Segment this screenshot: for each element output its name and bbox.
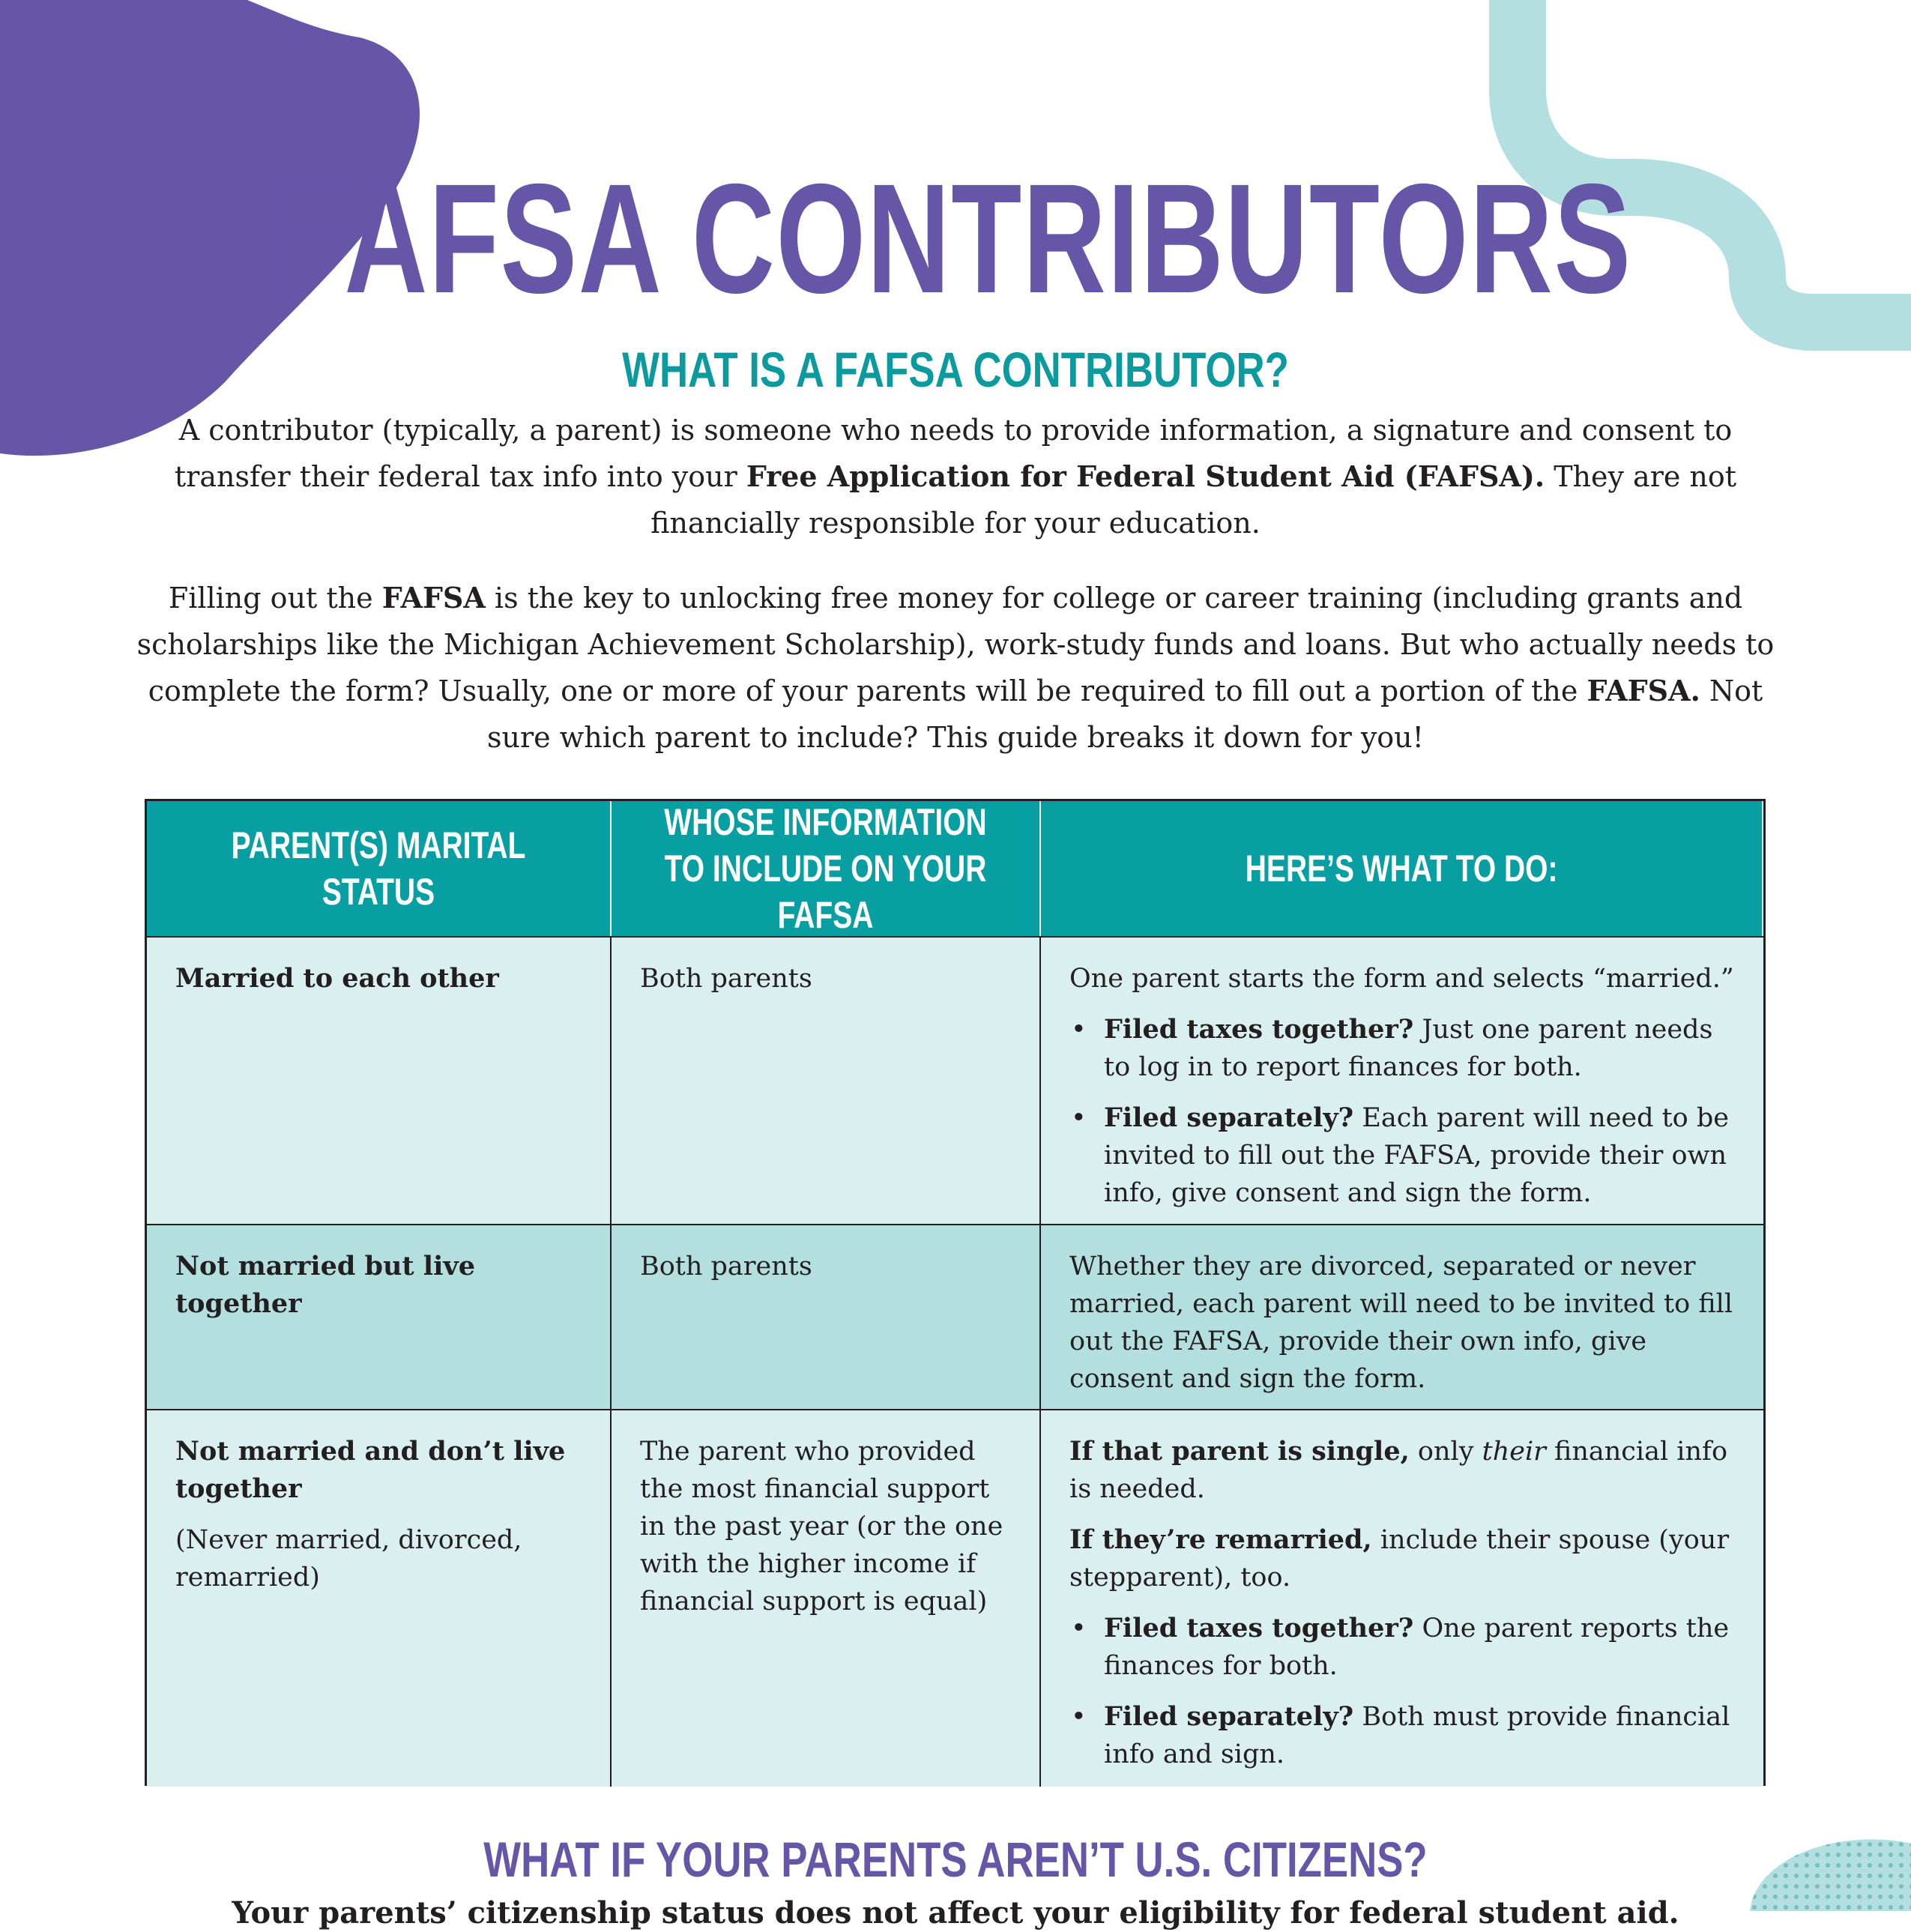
citizenship-heading: WHAT IF YOUR PARENTS AREN’T U.S. CITIZENS? <box>483 1832 1428 1887</box>
row1-bullet-together: • Filed taxes together? Just one parent needs to log in to report finances for both. <box>1069 1011 1735 1086</box>
row1-status-cell: Married to each other <box>147 936 612 1224</box>
row3-todo-cell: If that parent is single, only their financial info is needed. If they’re remarried, include their spouse (your stepparent), too. • Filed taxes together? One parent reports the finances for both. • Filed separately? Both must provide financial info and sign. <box>1041 1409 1763 1787</box>
header-whose-info: WHOSE INFORMATION TO INCLUDE ON YOUR FAFSA <box>612 801 1041 936</box>
row3-status-cell: Not married and don’t live together (Never married, divorced, remarried) <box>147 1409 612 1787</box>
fafsa-paragraph: Filling out the FAFSA is the key to unlocking free money for college or career training (including grants and scholarships like the Michigan Achievement Scholarship), work-study funds and loans. But who actually needs to complete the form? Usually, one or more of your parents will be required to fill out a portion of the FAFSA. Not sure which parent to include? This guide breaks it down for you! <box>136 581 1775 754</box>
row3-bullet-together: • Filed taxes together? One parent reports the finances for both. <box>1069 1610 1735 1685</box>
row3-bullet-separately: • Filed separately? Both must provide financial info and sign. <box>1069 1698 1735 1773</box>
row1-bullet-separately: • Filed separately? Each parent will need to be invited to fill out the FAFSA, provide their own info, give consent and sign the form. <box>1069 1099 1735 1212</box>
row2-todo-cell: Whether they are divorced, separated or never married, each parent will need to be invited to fill out the FAFSA, provide their own info, give consent and sign the form. <box>1041 1224 1763 1409</box>
contributor-table <box>145 799 1766 1786</box>
row1-whose-cell: Both parents <box>612 936 1041 1224</box>
row2-status-cell: Not married but live together <box>147 1224 612 1409</box>
row3-whose-cell: The parent who provided the most financial support in the past year (or the one with the higher income if financial support is equal) <box>612 1409 1041 1787</box>
intro-heading: WHAT IS A FAFSA CONTRIBUTOR? <box>622 342 1289 397</box>
row2-whose-cell: Both parents <box>612 1224 1041 1409</box>
header-marital-status: PARENT(S) MARITAL STATUS <box>147 801 612 936</box>
intro-paragraph: A contributor (typically, a parent) is someone who needs to provide information, a signature and consent to transfer their federal tax info into your Free Application for Federal Student Aid (FAFSA). They are not financially responsible for your education. <box>174 414 1737 540</box>
header-what-to-do: HERE’S WHAT TO DO: <box>1041 801 1763 936</box>
page-title: FAFSA CONTRIBUTORS <box>279 152 1632 326</box>
row1-todo-cell: One parent starts the form and selects “married.” • Filed taxes together? Just one parent needs to log in to report finances for both. • Filed separately? Each parent will need to be invited to fill out the FAFSA, provide their own info, give consent and sign the form. <box>1041 936 1763 1224</box>
citizenship-statement: Your parents’ citizenship status does not affect your eligibility for federal student aid. <box>232 1895 1679 1931</box>
